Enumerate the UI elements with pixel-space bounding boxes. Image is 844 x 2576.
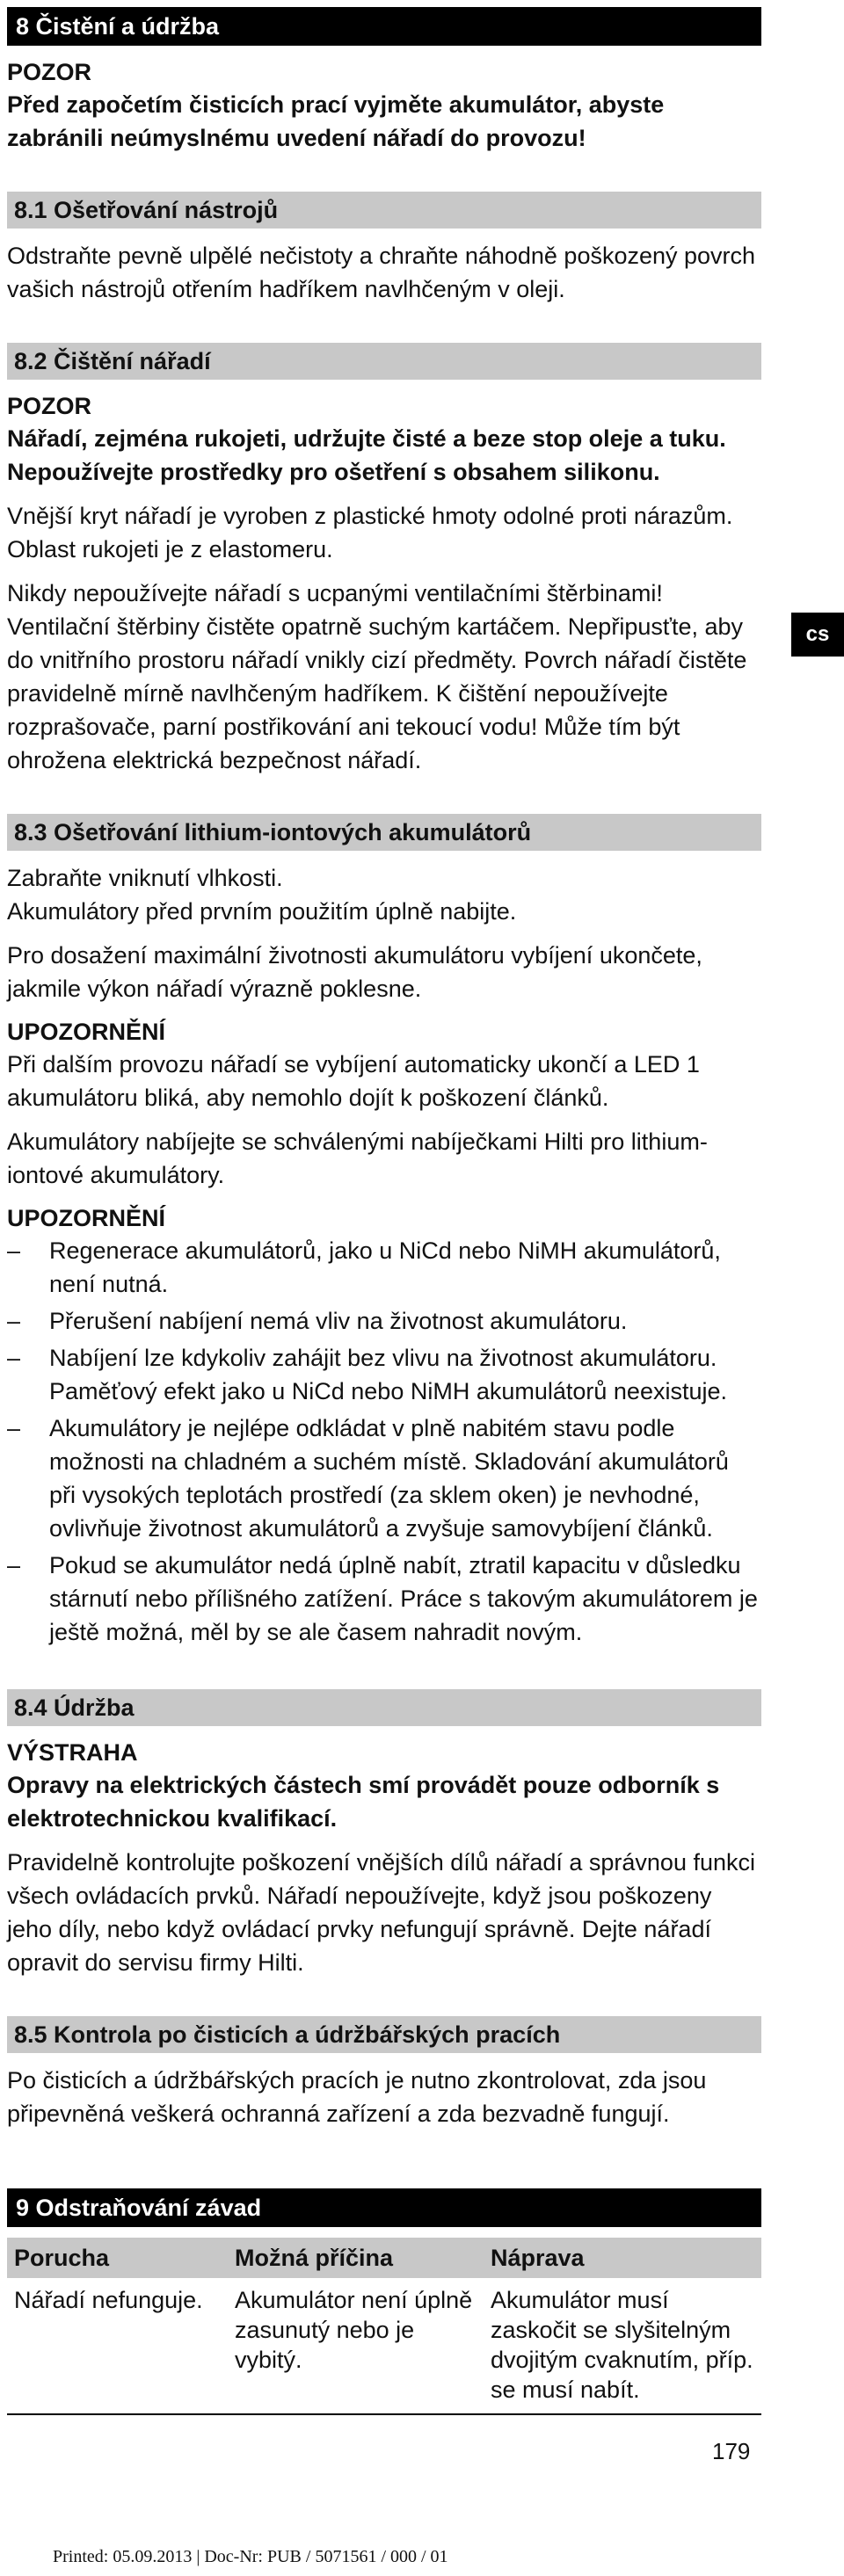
page-number: 179 (712, 2438, 751, 2464)
paragraph: Vnější kryt nářadí je vyroben z plastické hmoty odolné proti nárazům. Oblast rukojeti je z elastomeru. (7, 503, 733, 562)
table-row (7, 2278, 761, 2414)
table-cell: Akumulátor není úplně zasunutý nebo je vybitý. (228, 2278, 484, 2414)
caution-text: Před započetím čisticích prací vyjměte akumulátor, abyste zabránili neúmyslnému uvedení nářadí do provozu! (7, 91, 665, 151)
section-8-5-heading: 8.5 Kontrola po čisticích a údržbářských pracích (7, 2016, 761, 2053)
paragraph: Pravidelně kontrolujte poškození vnějších dílů nářadí a správnou funkci všech ovládacích prvků. Nářadí nepoužívejte, když jsou poškozeny jeho díly, nebo když ovládací prvky nefungují správně. Dejte nářadí opravit do servisu firmy Hilti. (7, 1849, 756, 1976)
notice-label: UPOZORNĚNÍ (7, 1019, 166, 1045)
table-cell: Nářadí nefunguje. (7, 2278, 228, 2414)
notice-label: UPOZORNĚNÍ (7, 1205, 166, 1231)
list-item: – Pokud se akumulátor nedá úplně nabít, ztratil kapacitu v důsledku stárnutí nebo přílišného zatížení. Práce s takovým akumulátorem je ještě možná, měl by se ale časem nahradit novým. (7, 1549, 761, 1649)
list-item: – Přerušení nabíjení nemá vliv na životnost akumulátoru. (7, 1304, 761, 1338)
language-tab: cs (791, 613, 844, 657)
section-8-1-text: Odstraňte pevně ulpělé nečistoty a chraňte náhodně poškozený povrch vašich nástrojů otřením hadříkem navlhčeným v oleji. (7, 243, 756, 302)
paragraph: Nikdy nepoužívejte nářadí s ucpanými ventilačními štěrbinami! Ventilační štěrbiny čistěte opatrně suchým kartáčem. Nepřipusťte, aby do vnitřního prostoru nářadí vnikly cizí předměty. Povrch nářadí čistěte pravidelně mírně navlhčeným hadříkem. K čištění nepoužívejte rozprašovače, parní postřikování ani tekoucí vodu! Může tím být ohrožena elektrická bezpečnost nářadí. (7, 580, 747, 773)
table-header: Náprava (484, 2238, 761, 2278)
section-8-3-heading: 8.3 Ošetřování lithium-iontových akumulátorů (7, 814, 761, 851)
list-item: – Akumulátory je nejlépe odkládat v plně nabitém stavu podle možnosti na chladném a suchém místě. Skladování akumulátorů při vysokých teplotách prostředí (za sklem oken) je nevhodné, ovlivňuje životnost akumulátorů a zvyšuje samovybíjení článků. (7, 1411, 761, 1545)
paragraph: Pro dosažení maximální životnosti akumulátoru vybíjení ukončete, jakmile výkon nářadí výrazně poklesne. (7, 942, 702, 1002)
paragraph: Akumulátory nabíjejte se schválenými nabíječkami Hilti pro lithium-iontové akumulátory. (7, 1128, 708, 1188)
section-9-heading: 9 Odstraňování závad (7, 2188, 761, 2227)
paragraph: Zabraňte vniknutí vlhkosti. (7, 865, 283, 891)
caution-text: Nářadí, zejména rukojeti, udržujte čisté a beze stop oleje a tuku. Nepoužívejte prostředky pro ošetření s obsahem silikonu. (7, 425, 726, 485)
caution-label: POZOR (7, 393, 92, 419)
section-8-heading: 8 Čistění a údržba (7, 7, 761, 46)
notice-text: Při dalším provozu nářadí se vybíjení automaticky ukončí a LED 1 akumulátoru bliká, aby nemohlo dojít k poškození článků. (7, 1051, 700, 1111)
warning-text: Opravy na elektrických částech smí provádět pouze odborník s elektrotechnickou kvalifikací. (7, 1772, 720, 1832)
section-8-4-heading: 8.4 Údržba (7, 1689, 761, 1726)
table-header: Možná příčina (228, 2238, 484, 2278)
print-info: Printed: 05.09.2013 | Doc-Nr: PUB / 5071561 / 000 / 01 (53, 2547, 448, 2566)
list-item: – Regenerace akumulátorů, jako u NiCd nebo NiMH akumulátorů, není nutná. (7, 1234, 761, 1301)
list-item: – Nabíjení lze kdykoliv zahájit bez vlivu na životnost akumulátoru. Paměťový efekt jako u NiCd nebo NiMH akumulátorů neexistuje. (7, 1341, 761, 1408)
battery-notes-list (7, 1234, 761, 1649)
section-8-2-heading: 8.2 Čištění nářadí (7, 343, 761, 380)
warning-label: VÝSTRAHA (7, 1739, 138, 1766)
table-cell: Akumulátor musí zaskočit se slyšitelným dvojitým cvaknutím, příp. se musí nabít. (484, 2278, 761, 2414)
document-body (7, 7, 761, 2415)
caution-label: POZOR (7, 59, 92, 85)
paragraph: Po čisticích a údržbářských pracích je nutno zkontrolovat, zda jsou připevněná veškerá ochranná zařízení a zda bezvadně fungují. (7, 2067, 707, 2127)
section-8-1-heading: 8.1 Ošetřování nástrojů (7, 192, 761, 229)
paragraph: Akumulátory před prvním použitím úplně nabijte. (7, 898, 517, 925)
table-header: Porucha (7, 2238, 228, 2278)
troubleshooting-table (7, 2238, 761, 2415)
